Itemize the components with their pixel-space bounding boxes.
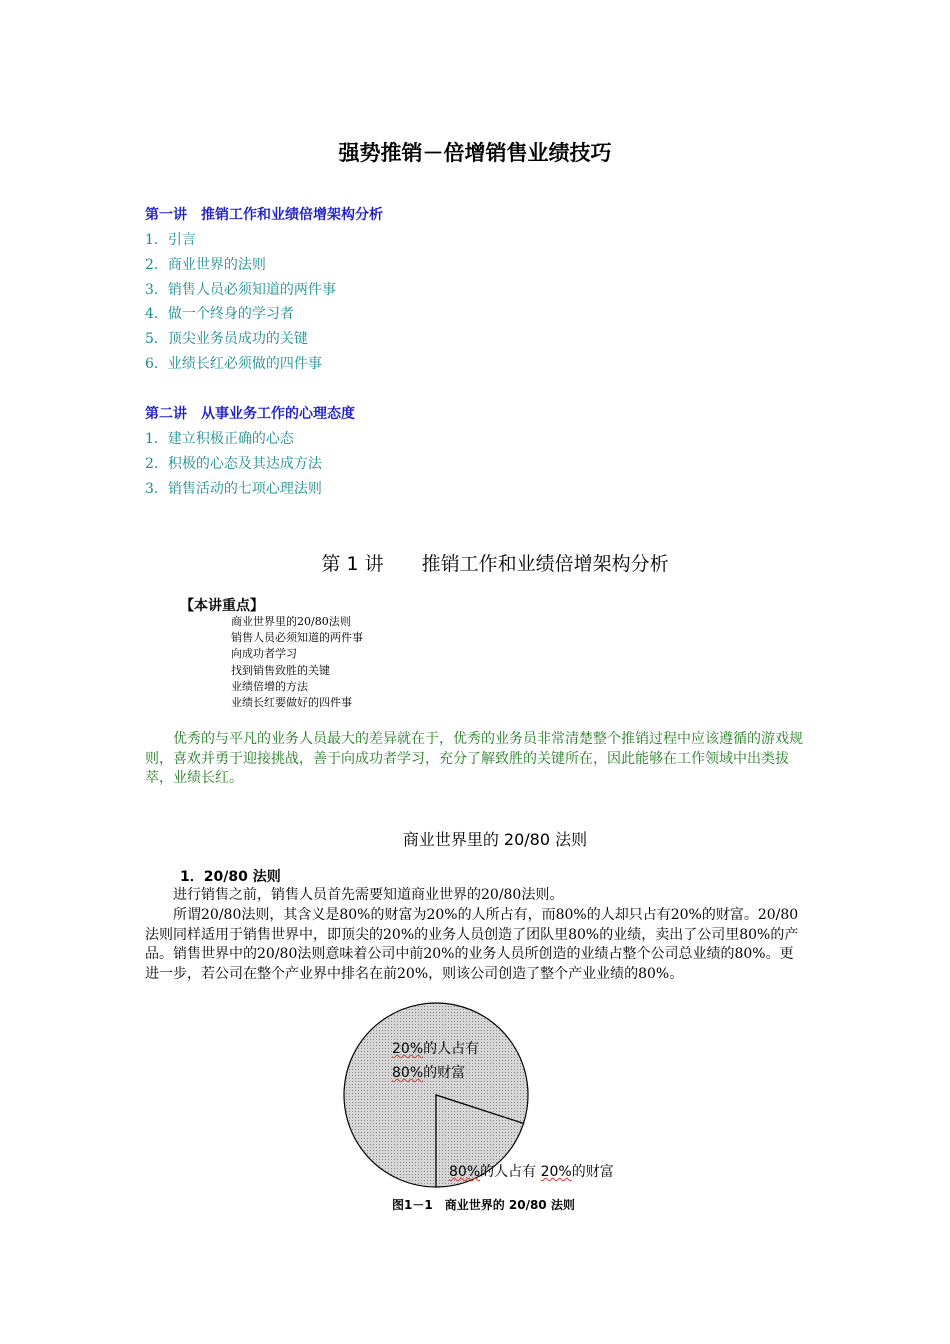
figure-caption: 图1－1 商业世界的 20/80 法则	[392, 1198, 575, 1212]
paragraph: 进行销售之前，销售人员首先需要知道商业世界的20/80法则。	[145, 887, 564, 903]
keypoint-item: 向成功者学习	[231, 647, 297, 660]
toc-item: 3．销售活动的七项心理法则	[145, 481, 322, 497]
intro-paragraph: 优秀的与平凡的业务人员最大的差异就在于，优秀的业务员非常清楚整个推销过程中应该遵循的游戏规则，喜欢并勇于迎接挑战，善于向成功者学习，充分了解致胜的关键所在，因此能够在工作领域中出类拔萃，业绩长红。	[145, 731, 803, 786]
keypoint-item: 找到销售致胜的关键	[231, 664, 330, 677]
toc-item: 4．做一个终身的学习者	[145, 306, 294, 322]
paragraph: 所谓20/80法则，其含义是80%的财富为20%的人所占有，而80%的人却只占有20%的财富。20/80法则同样适用于销售世界中，即顶尖的20%的业务人员创造了团队里80%的业绩，卖出了公司里80%的产品。销售世界中的20/80法则意味着公司中前20%的业务人员所创造的业绩占整个公司总业绩的80%。更进一步，若公司在整个产业界中排名在前20%，则该公司创造了整个产业业绩的80%。	[145, 907, 799, 982]
pie-label-percent: 20%	[540, 1164, 572, 1180]
toc-item: 1．引言	[145, 232, 196, 248]
toc-item: 5．顶尖业务员成功的关键	[145, 331, 308, 347]
lecture-title: 第 1 讲 推销工作和业绩倍增架构分析	[321, 553, 669, 575]
pie-label-text: 的人占有	[480, 1164, 541, 1180]
toc-item: 2．商业世界的法则	[145, 257, 266, 273]
toc-item: 1．建立积极正确的心态	[145, 431, 294, 447]
pie-label-text: 的财富	[423, 1065, 466, 1081]
pie-label-text: 的人占有	[423, 1041, 480, 1057]
toc-heading-2: 第二讲 从事业务工作的心理态度	[145, 406, 355, 422]
keypoint-item: 销售人员必须知道的两件事	[231, 631, 363, 644]
toc-item: 3．销售人员必须知道的两件事	[145, 282, 336, 298]
keypoint-item: 业绩倍增的方法	[231, 680, 308, 693]
keypoint-item: 业绩长红要做好的四件事	[231, 696, 352, 709]
pie-label-percent: 20%	[392, 1041, 424, 1057]
pie-label-small	[449, 1161, 614, 1181]
pie-label-text: 的财富	[571, 1164, 614, 1180]
toc-item: 6．业绩长红必须做的四件事	[145, 356, 322, 372]
pie-label-large	[392, 1038, 479, 1058]
toc-heading-1: 第一讲 推销工作和业绩倍增架构分析	[145, 207, 383, 223]
keypoints-heading: 【本讲重点】	[180, 598, 264, 614]
pie-label-percent: 80%	[392, 1065, 424, 1081]
toc-item: 2．积极的心态及其达成方法	[145, 456, 322, 472]
pie-label-large-2	[392, 1062, 465, 1082]
pie-label-percent: 80%	[449, 1164, 481, 1180]
section-title: 商业世界里的 20/80 法则	[402, 830, 588, 849]
document-title: 强势推销－倍增销售业绩技巧	[338, 141, 612, 165]
keypoint-item: 商业世界里的20/80法则	[231, 615, 351, 628]
subsection-heading: 1．20/80 法则	[180, 869, 281, 885]
